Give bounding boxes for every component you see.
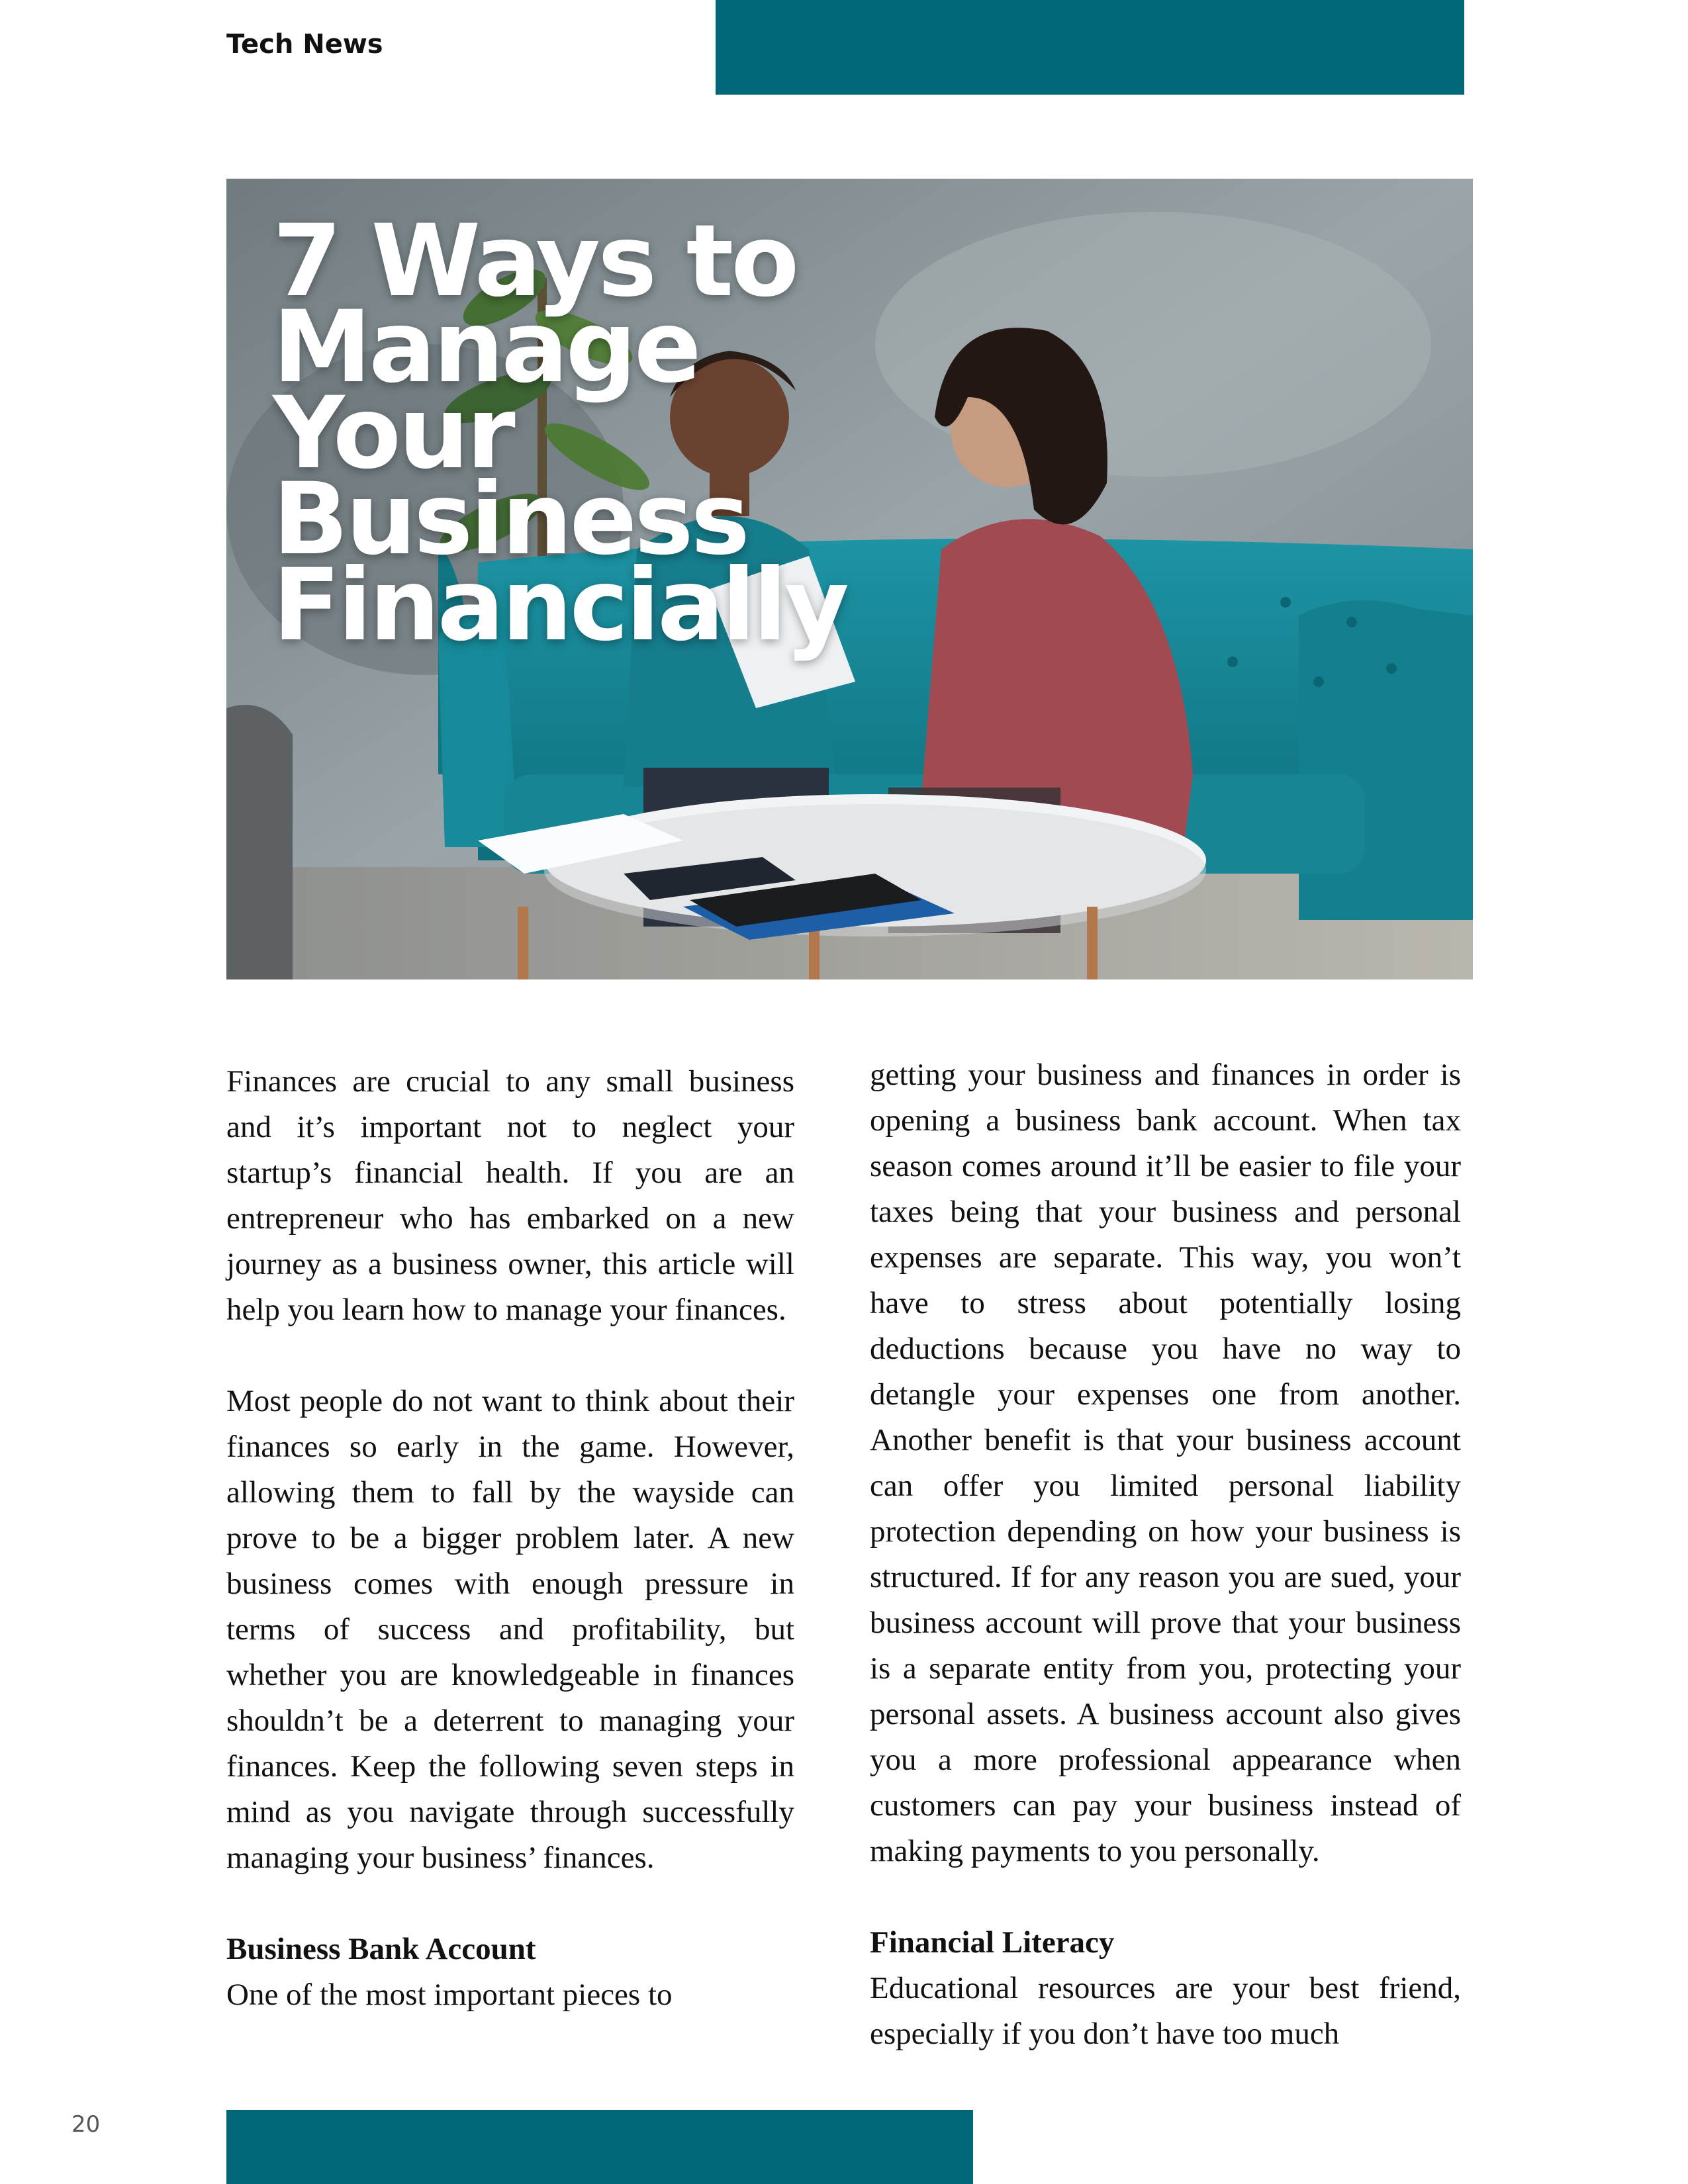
hero-title-line: Business bbox=[273, 462, 747, 577]
body-paragraph: One of the most important pieces to bbox=[226, 1978, 673, 2012]
hero-title-line: Financially bbox=[273, 548, 847, 663]
section-heading-business-bank-account: Business Bank Account bbox=[226, 1932, 536, 1966]
hero-title-line: Manage bbox=[273, 290, 699, 405]
top-accent-bar bbox=[716, 0, 1464, 95]
hero-title-line: Your bbox=[273, 376, 513, 491]
publication-label: Tech News bbox=[226, 29, 383, 60]
bottom-accent-bar bbox=[226, 2110, 973, 2184]
article-column-right bbox=[870, 1052, 1461, 2057]
article-column-left bbox=[226, 1059, 794, 2018]
page-number: 20 bbox=[71, 2111, 101, 2138]
hero-title bbox=[273, 204, 847, 663]
intro-paragraph: Finances are crucial to any small business and it’s important not to neglect your startup’s financial health. If you are an entrepreneur who has embarked on a new journey as a business owner, this article will help you learn how to manage your finances. bbox=[226, 1064, 794, 1327]
body-paragraph: getting your business and finances in order is opening a business bank account. When tax season comes around it’ll be easier to file your taxes being that your business and personal expenses are separate. This way, you won’t have to stress about potentially losing deductions because you have no way to detangle your expenses one from another. Another benefit is that your business account can offer you limited personal liability protection depending on how your business is structured. If for any reason you are sued, your business account will prove that your business is a separate entity from you, protecting your personal assets. A business account also gives you a more professional appearance when customers can pay your business instead of making payments to you personally. bbox=[870, 1058, 1461, 1868]
body-paragraph: Educational resources are your best friend, especially if you don’t have too much bbox=[870, 1971, 1461, 2051]
hero-image bbox=[226, 179, 1473, 979]
body-paragraph: Most people do not want to think about their finances so early in the game. However, allowing them to fall by the wayside can prove to be a bigger problem later. A new business comes with enough pressure in terms of success and profitability, but whether you are knowledgeable in finances shouldn’t be a deterrent to managing your finances. Keep the following seven steps in mind as you navigate through successfully managing your business’ finances. bbox=[226, 1384, 794, 1875]
hero-title-line: 7 Ways to bbox=[273, 204, 797, 319]
section-heading-financial-literacy: Financial Literacy bbox=[870, 1925, 1115, 1960]
